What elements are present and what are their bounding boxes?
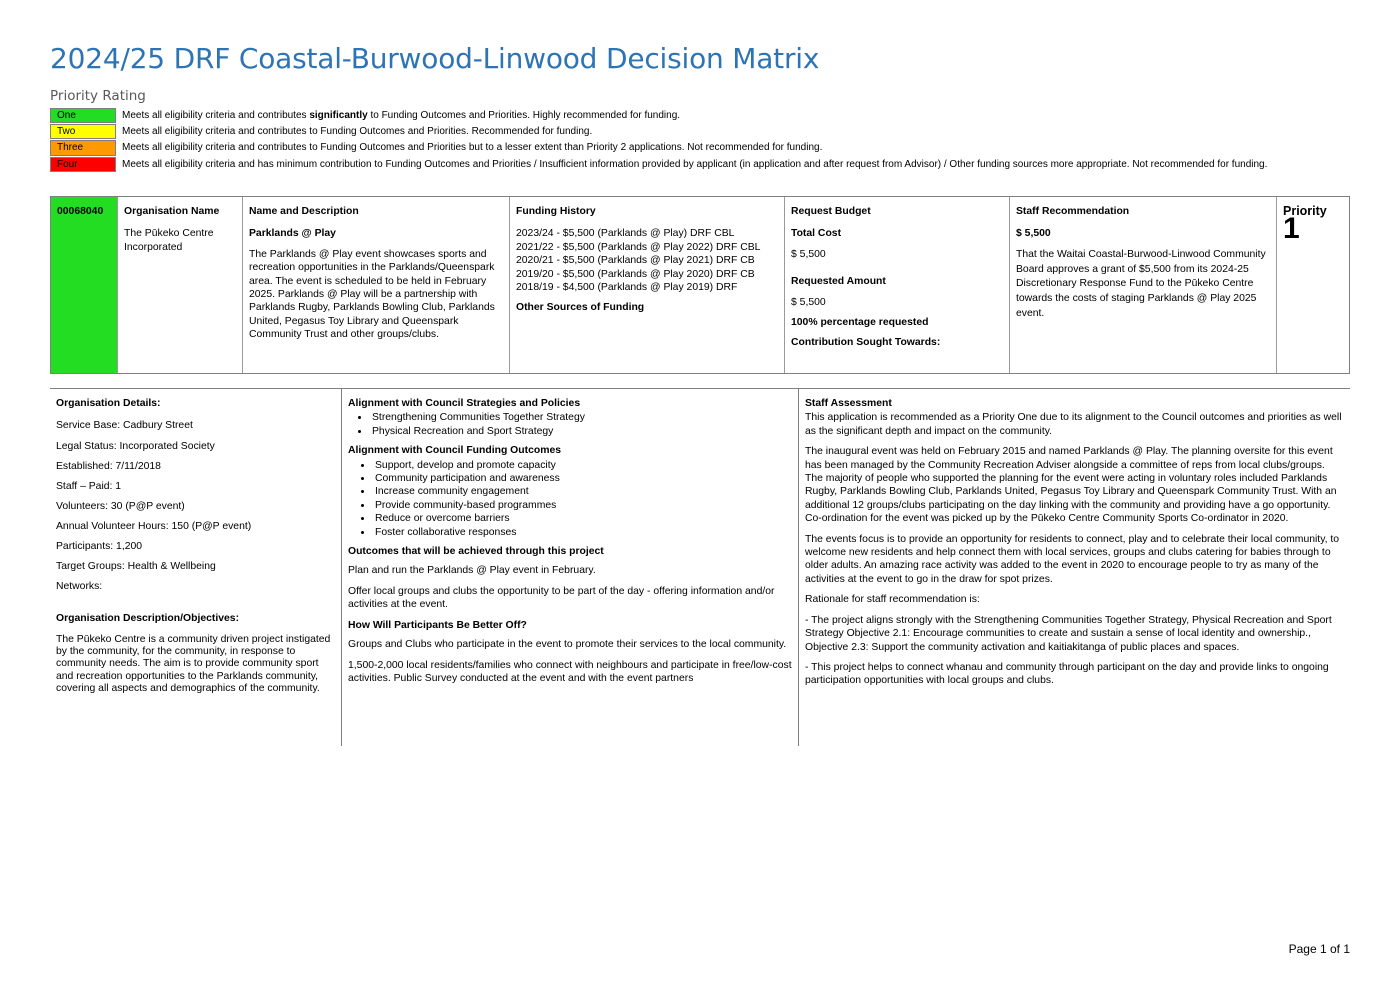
list-item: • Support, develop and promote capacity <box>373 459 792 472</box>
assessment-paragraph: This application is recommended as a Priority One due to its alignment to the Council outcomes and priorities as well as the significant depth and impact on the community. <box>805 412 1342 437</box>
name-heading: Name and Description <box>249 206 359 217</box>
details-section <box>50 388 1350 746</box>
priority-swatch-two: Two <box>50 124 116 139</box>
history-item: 2023/24 - $5,500 (Parklands @ Play) DRF CBL <box>516 228 735 240</box>
project-name: Parklands @ Play <box>249 228 336 240</box>
achieved-item: Plan and run the Parklands @ Play event in February. <box>348 565 596 577</box>
org-description-text: The Pūkeko Centre is a community driven project instigated by the community, for the community, in response to community needs. The aim is to provide community sport and recreation opportunities to the Parklands community, covering all aspects and demographics of the community. <box>56 633 331 694</box>
project-description: The Parklands @ Play event showcases sports and recreation opportunities in the Parklands/Queenspark area. The event is scheduled to be held in February 2025. Parklands @ Play will be a partnership with Parklands Rugby, Parklands Bowling Club, Parklands United, Pegasus Toy Library and Queenspark Community Trust and other groups/clubs. <box>249 248 495 341</box>
assessment-paragraph: Rationale for staff recommendation is: <box>805 594 980 606</box>
org-detail-item: Service Base: Cadbury Street <box>56 420 193 432</box>
staff-recommendation-cell <box>1010 197 1277 373</box>
rec-text: That the Waitai Coastal-Burwood-Linwood Community Board approves a grant of $5,500 from its 2024-25 Discretionary Response Fund to the Pūkeko Centre towards the costs of staging Parklands @ Play 2025 event. <box>1016 248 1266 319</box>
outcomes-list <box>348 459 792 539</box>
priority-rating-heading: Priority Rating <box>50 88 146 104</box>
org-detail-item: Established: 7/11/2018 <box>56 460 161 472</box>
org-heading: Organisation Name <box>124 206 220 217</box>
history-item: 2020/21 - $5,500 (Parklands @ Play 2021) DRF CB <box>516 255 755 267</box>
history-heading: Funding History <box>516 206 596 217</box>
priority-cell <box>1277 197 1349 373</box>
list-item: • Community participation and awareness <box>373 472 792 485</box>
list-item: • Physical Recreation and Sport Strategy <box>370 425 792 438</box>
strategies-heading: Alignment with Council Strategies and Policies <box>348 398 581 409</box>
request-budget-cell <box>785 197 1010 373</box>
legend-row-one <box>50 107 1267 123</box>
page-title: 2024/25 DRF Coastal-Burwood-Linwood Decision Matrix <box>50 42 820 75</box>
priority-swatch-three: Three <box>50 140 116 155</box>
org-detail-item: Networks: <box>56 581 103 593</box>
org-detail-item: Participants: 1,200 <box>56 540 143 552</box>
org-detail-item: Target Groups: Health & Wellbeing <box>56 561 216 573</box>
legend-text-two: Meets all eligibility criteria and contributes to Funding Outcomes and Priorities. Recommended for funding. <box>122 126 593 138</box>
rec-amount: $ 5,500 <box>1016 228 1051 240</box>
legend-row-four <box>50 156 1267 172</box>
priority-swatch-one: One <box>50 108 116 123</box>
contribution-label: Contribution Sought Towards: <box>791 337 941 349</box>
legend-text-three: Meets all eligibility criteria and contributes to Funding Outcomes and Priorities but to a lesser extent than Priority 2 applications. Not recommended for funding. <box>122 142 823 154</box>
legend-text-four: Meets all eligibility criteria and has minimum contribution to Funding Outcomes and Priorities / Insufficient information provided by applicant (in application and after request from Advisor) / Other funding sources more appropriate. Not recommended for funding. <box>122 158 1268 170</box>
rec-heading: Staff Recommendation <box>1016 206 1130 217</box>
org-description-heading: Organisation Description/Objectives: <box>56 612 240 624</box>
priority-legend <box>50 107 1267 173</box>
list-item: • Provide community-based programmes <box>373 499 792 512</box>
priority-heading: Priority <box>1283 204 1327 218</box>
legend-text-one: Meets all eligibility criteria and contributes significantly to Funding Outcomes and Priorities. Highly recommended for funding. <box>122 109 681 121</box>
budget-heading: Request Budget <box>791 206 871 217</box>
assessment-heading: Staff Assessment <box>805 398 892 409</box>
requested-amount-label: Requested Amount <box>791 276 886 288</box>
requested-amount-value: $ 5,500 <box>791 296 826 308</box>
total-cost-value: $ 5,500 <box>791 248 826 260</box>
history-item: 2018/19 - $4,500 (Parklands @ Play 2019) DRF <box>516 282 738 294</box>
priority-value: 1 <box>1283 212 1300 246</box>
legend-row-three <box>50 140 1267 156</box>
other-sources-heading: Other Sources of Funding <box>516 302 645 314</box>
total-cost-label: Total Cost <box>791 228 842 240</box>
assessment-paragraph: The events focus is to provide an opportunity for residents to connect, play and to celebrate their local community, to welcome new residents and help connect them with local services, groups and clubs catering for babies through to older adults. An amazing race activity was added to the event in 2020 to encourage people to try as many of the activities at the event to go in the draw for spot prizes. <box>805 533 1340 585</box>
list-item: • Increase community engagement <box>373 485 792 498</box>
better-off-item: 1,500-2,000 local residents/families who connect with neighbours and participate in free/low-cost activities. Public Survey conducted at the event and with the event partners <box>348 659 792 684</box>
org-detail-item: Annual Volunteer Hours: 150 (P@P event) <box>56 520 252 532</box>
outcomes-heading: Alignment with Council Funding Outcomes <box>348 445 561 457</box>
legend-row-two <box>50 123 1267 139</box>
better-off-item: Groups and Clubs who participate in the event to promote their services to the local community. <box>348 639 787 651</box>
application-summary-table <box>50 196 1350 374</box>
percentage-requested: 100% percentage requested <box>791 317 929 329</box>
name-description-cell <box>243 197 510 373</box>
better-off-heading: How Will Participants Be Better Off? <box>348 619 527 631</box>
org-name: The Pūkeko Centre Incorporated <box>124 228 214 253</box>
history-item: 2021/22 - $5,500 (Parklands @ Play 2022) DRF CBL <box>516 241 761 253</box>
history-item: 2019/20 - $5,500 (Parklands @ Play 2020) DRF CB <box>516 268 755 280</box>
assessment-paragraph: - This project helps to connect whanau and community through participant on the day and provide links to ongoing participation opportunities with local groups and clubs. <box>805 661 1329 687</box>
org-details-heading: Organisation Details: <box>56 398 161 409</box>
list-item: • Reduce or overcome barriers <box>373 512 792 525</box>
priority-swatch-four: Four <box>50 157 116 172</box>
organisation-cell <box>118 197 243 373</box>
org-detail-item: Staff – Paid: 1 <box>56 480 122 492</box>
assessment-paragraph: The inaugural event was held on February 2015 and named Parklands @ Play. The planning oversite for this event has been managed by the Community Recreation Adviser alongside a committee of reps from local clubs/groups. The majority of people who supported the planning for the event were acting in voluntary roles included Parklands Rugby, Parklands Bowling Club, Parklands United, Pegasus Toy Library and Queenspark Community Trust. With an additional 12 groups/clubs participating on the day linking with the community and providing have a go opportunity. Co-ordination for the event was picked up by the Pūkeko Centre Community Sports Co-ordinator in 2020. <box>805 446 1337 525</box>
funding-history-cell <box>510 197 785 373</box>
page-number: Page 1 of 1 <box>1288 942 1350 956</box>
alignment-column <box>342 389 799 746</box>
achieved-heading: Outcomes that will be achieved through this project <box>348 546 604 558</box>
list-item: • Foster collaborative responses <box>373 526 792 539</box>
strategies-list <box>348 411 792 438</box>
achieved-item: Offer local groups and clubs the opportunity to be part of the day - offering information and/or activities at the event. <box>348 585 775 611</box>
staff-assessment-column <box>799 389 1350 746</box>
org-detail-item: Volunteers: 30 (P@P event) <box>56 500 185 512</box>
organisation-details-column <box>50 389 342 746</box>
list-item: • Strengthening Communities Together Strategy <box>370 411 792 424</box>
assessment-paragraph: - The project aligns strongly with the Strengthening Communities Together Strategy, Physical Recreation and Sport Strategy Objective 2.1: Encourage communities to create and sustain a sense of local identity and ownership., Objective 2.3: Support the community activation and kaitiakitanga of public places and spaces. <box>805 614 1332 653</box>
org-detail-item: Legal Status: Incorporated Society <box>56 440 215 452</box>
application-id: 00068040 <box>51 197 118 373</box>
